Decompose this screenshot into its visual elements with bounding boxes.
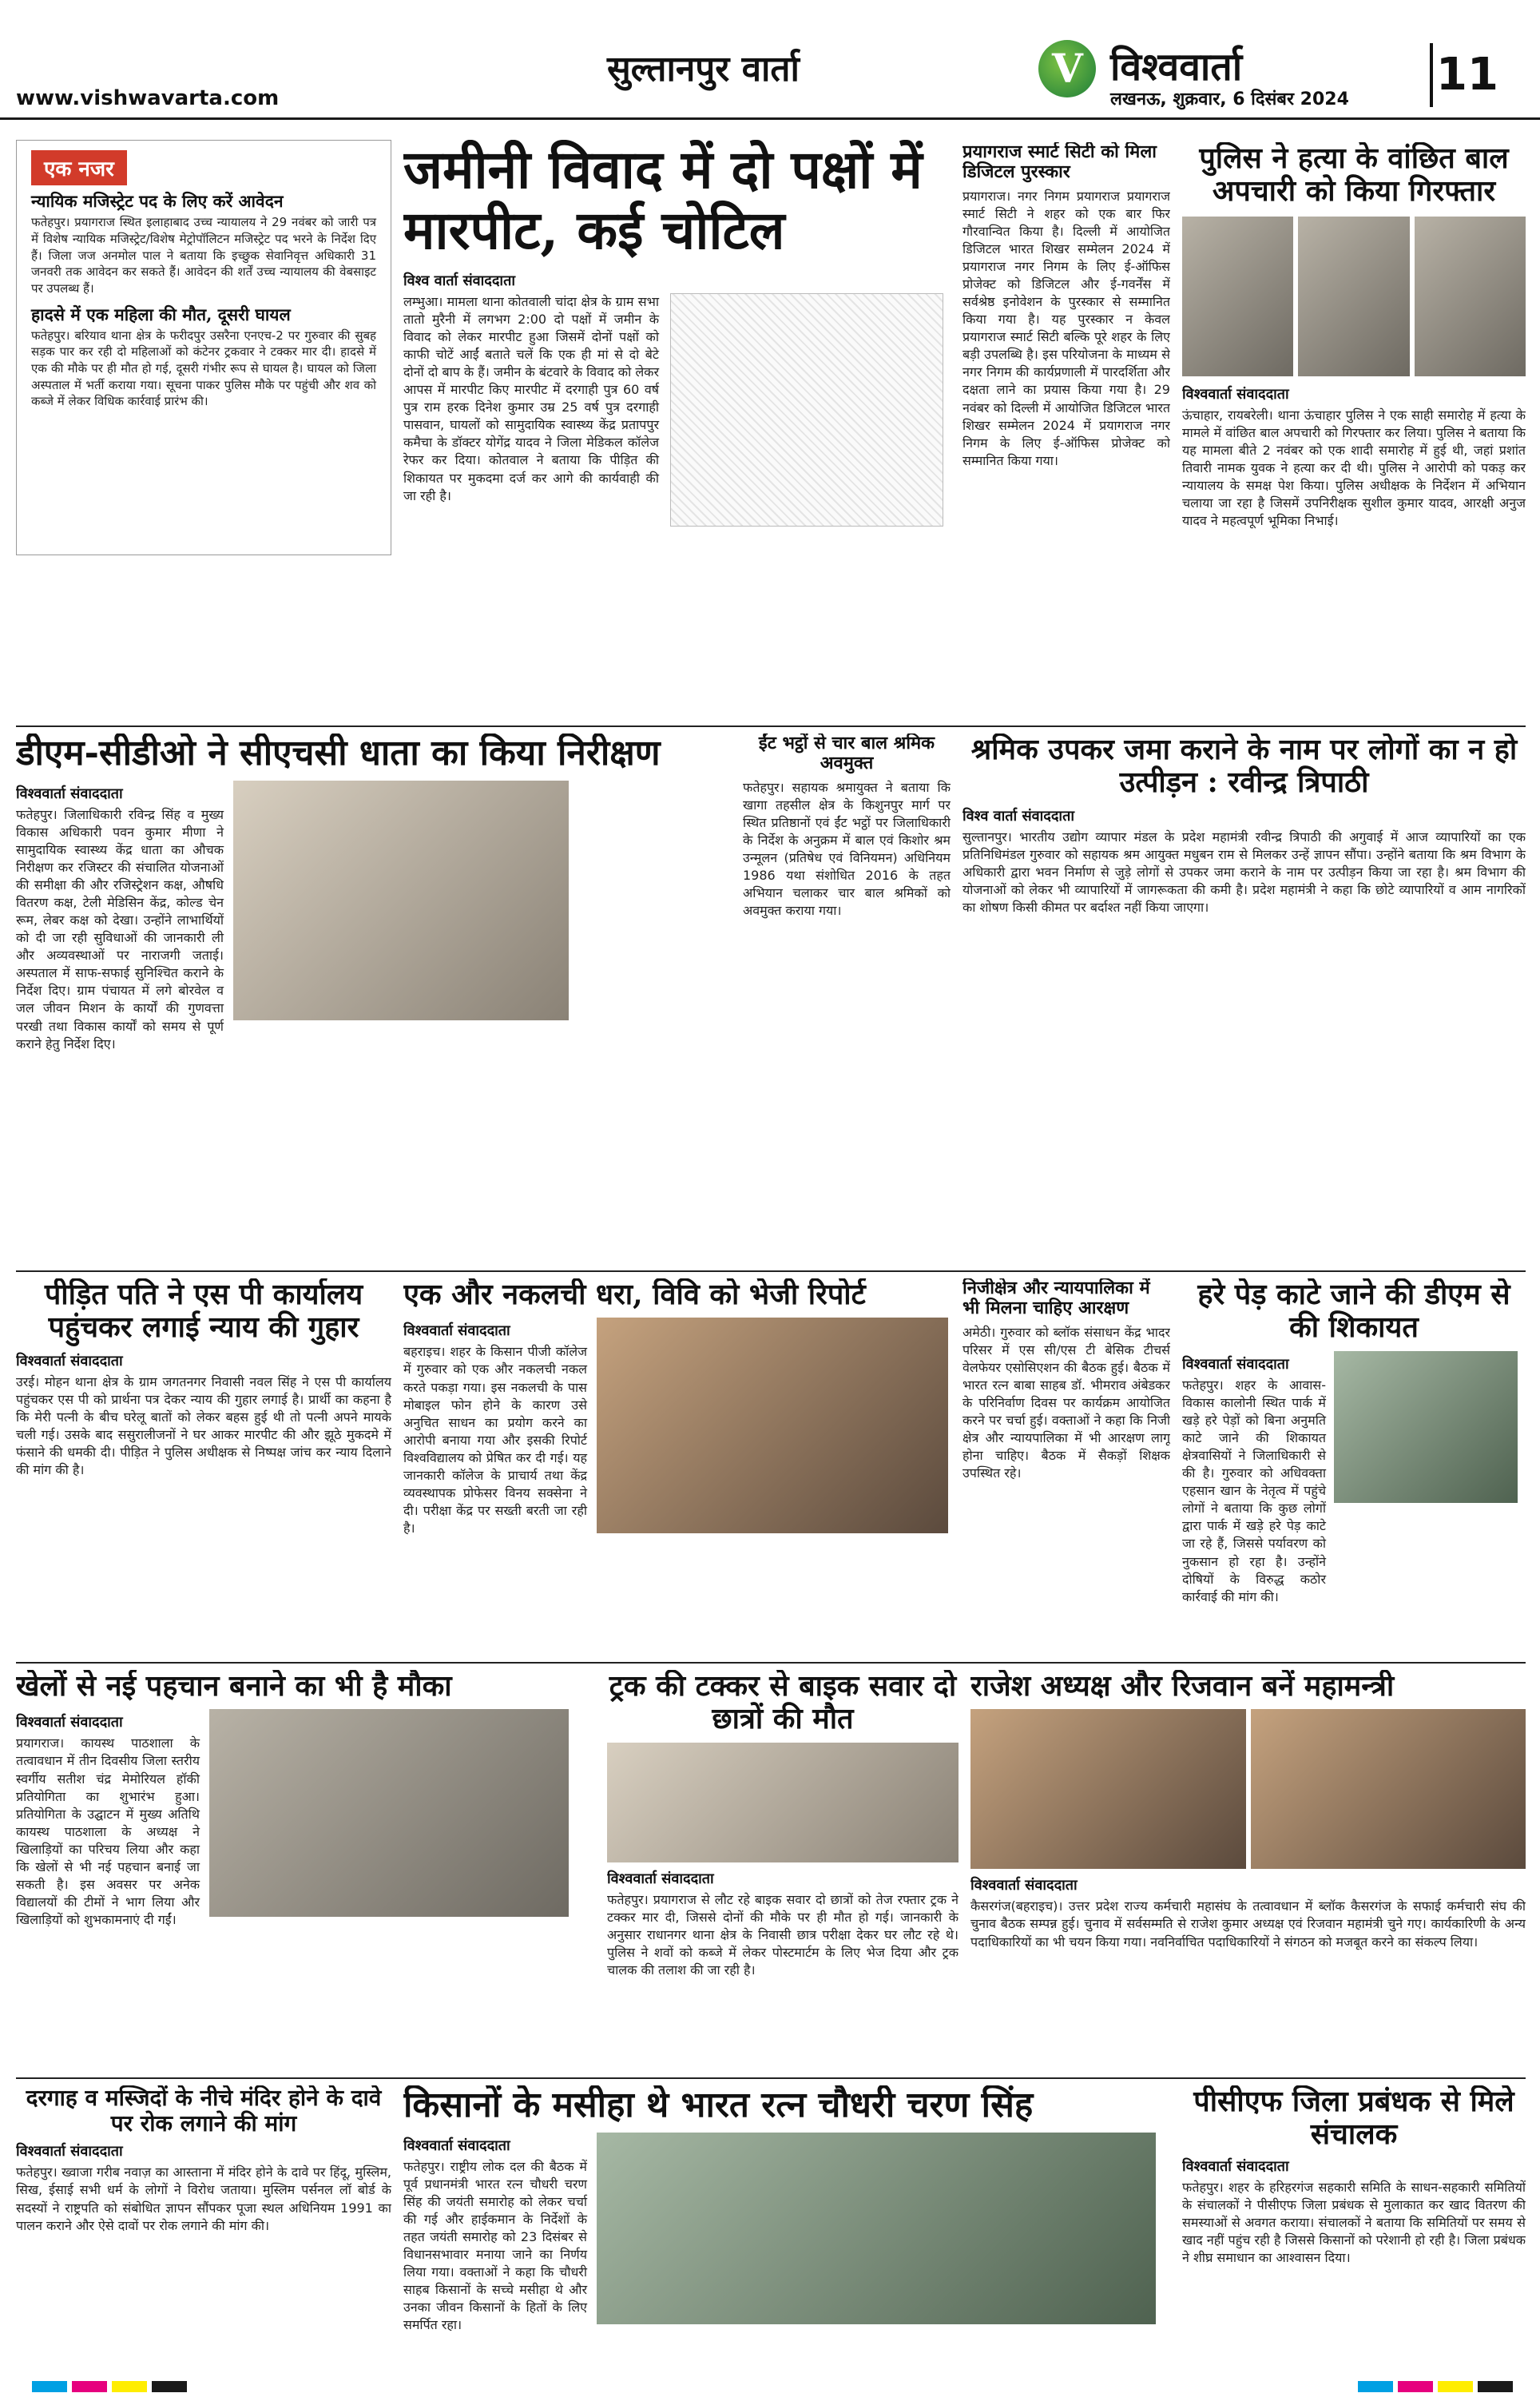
- truck-headline: ट्रक की टक्कर से बाइक सवार दो छात्रों की मौत: [609, 1670, 957, 1736]
- brief-headline-2: हादसे में एक महिला की मौत, दूसरी घायल: [31, 304, 291, 324]
- labour-cess-article: [963, 733, 1526, 1261]
- page-number: 11: [1430, 43, 1502, 107]
- smart-city-body: प्रयागराज। नगर निगम प्रयागराज प्रयागराज स्मार्ट सिटी ने शहर को एक बार फिर गौरवान्वित किया है। दिल्ली में आयोजित डिजिटल भारत शिखर सम्मेलन 2024 में प्रयागराज नगर निगम के लिए ई-ऑफिस प्रोजेक्ट को डिजिटल और ई-गवर्नेंस में सर्वश्रेष्ठ इनोवेशन के पुरस्कार से सम्मानित किया गया है। यह पुरस्कार न केवल प्रयागराज स्मार्ट सिटी बल्कि पूरे शहर के लिए बड़ी उपलब्धि है। इस परियोजना के माध्यम से नगर निगम की कार्यप्रणाली में पारदर्शिता और दक्षता लाने का प्रयास किया गया है। 29 नवंबर को दिल्ली में आयोजित डिजिटल भारत शिखर सम्मेलन 2024 में प्रयागराज नगर निगम के लिए ई-ऑफिस प्रोजेक्ट को सम्मानित किया गया।: [963, 188, 1170, 468]
- dargah-body: फतेहपुर। ख्वाजा गरीब नवाज़ का आस्ताना में मंदिर होने के दावे पर हिंदू, मुस्लिम, सिख, ईसाई सभी धर्म के लोगों ने विरोध जताया। मुस्लिम पर्सनल लॉ बोर्ड के सदस्यों ने राष्ट्रपति को संबोधित ज्ञापन सौंपकर पूजा स्थल अधिनियम 1991 का पालन कराने और ऐसे दावों पर रोक लगाने की मांग की।: [16, 2164, 391, 2233]
- cheating-photo: [597, 1318, 948, 1533]
- sports-byline: विश्ववार्ता संवाददाता: [16, 1714, 123, 1731]
- chaudhary-headline: किसानों के मसीहा थे भारत रत्न चौधरी चरण सिंह: [403, 2085, 1034, 2125]
- dm-cdo-article: [16, 733, 727, 1261]
- pcf-byline: विश्ववार्ता संवाददाता: [1182, 2157, 1289, 2175]
- pcf-body: फतेहपुर। शहर के हरिहरगंज सहकारी समिति के साधन-सहकारी समितियों के संचालकों ने पीसीएफ जिला प्रबंधक से मुलाकात कर खाद वितरण की समस्याओं से अवगत कराया। संचालकों ने बताया कि समितियों पर समय से खाद नहीं पहुंच रही है जिससे किसानों को परेशानी हो रही है। जिला प्रबंधक ने शीघ्र समाधान का आश्वासन दिया।: [1182, 2179, 1526, 2266]
- trees-body: फतेहपुर। शहर के आवास-विकास कालोनी स्थित पार्क में खड़े हरे पेड़ों को बिना अनुमति काटे जाने की शिकायत क्षेत्रवासियों ने जिलाधिकारी से की है। गुरुवार को अधिवक्ता एहसान खान के नेतृत्व में पहुंचे लोगों ने बताया कि कुछ लोगों द्वारा पार्क में खड़े हरे पेड़ काटे जा रहे हैं, जिससे पर्यावरण को नुकसान हो रहा है। उन्होंने दोषियों के विरुद्ध कठोर कार्रवाई की मांग की।: [1182, 1377, 1326, 1604]
- sports-body: प्रयागराज। कायस्थ पाठशाला के तत्वावधान में तीन दिवसीय जिला स्तरीय स्वर्गीय सतीश चंद्र मेमोरियल हॉकी प्रतियोगिता का शुभारंभ हुआ। प्रतियोगिता के उद्घाटन में मुख्य अतिथि कायस्थ पाठशाला के अध्यक्ष ने खिलाड़ियों का परिचय लिया और कहा कि खेलों से भी नई पहचान बनाई जा सकती है। इस अवसर पर अनेक विद्यालयों की टीमों ने भाग लिया और खिलाड़ियों को शुभकामनाएं दी गईं।: [16, 1735, 200, 1928]
- reg-magenta: [72, 2381, 107, 2392]
- election-article: [970, 1670, 1526, 2069]
- truck-byline: विश्ववार्ता संवाददाता: [607, 1870, 714, 1887]
- dargah-article: [16, 2085, 391, 2365]
- trees-headline: हरे पेड़ काटे जाने की डीएम से की शिकायत: [1197, 1278, 1510, 1345]
- police-article: [1182, 142, 1526, 718]
- reg-magenta-2: [1398, 2381, 1433, 2392]
- chaudhary-photo: [597, 2133, 1156, 2324]
- truck-photo: [607, 1743, 959, 1862]
- election-headline: राजेश अध्यक्ष और रिजवान बनें महामन्त्री: [970, 1670, 1395, 1703]
- reg-cyan: [32, 2381, 67, 2392]
- dm-cdo-byline: विश्ववार्ता संवाददाता: [16, 785, 123, 802]
- ek-nazar-box: [16, 140, 391, 555]
- election-photo-1: [970, 1709, 1246, 1869]
- sp-office-byline: विश्ववार्ता संवाददाता: [16, 1352, 123, 1369]
- trees-byline: विश्ववार्ता संवाददाता: [1182, 1355, 1289, 1373]
- lead-byline: विश्व वार्ता संवाददाता: [403, 272, 515, 289]
- truck-accident-article: [607, 1670, 959, 2069]
- dargah-byline: विश्ववार्ता संवाददाता: [16, 2143, 123, 2161]
- police-photo-2: [1298, 217, 1409, 376]
- sp-office-headline: पीड़ित पति ने एस पी कार्यालय पहुंचकर लगाई न्याय की गुहार: [44, 1278, 363, 1345]
- masthead: [0, 0, 1540, 120]
- sports-headline: खेलों से नई पहचान बनाने का भी है मौका: [16, 1670, 452, 1703]
- cheating-headline: एक और नकलची धरा, विवि को भेजी रिपोर्ट: [403, 1278, 866, 1311]
- trees-article: [1182, 1278, 1526, 1654]
- pcf-headline: पीसीएफ जिला प्रबंधक से मिले संचालक: [1193, 2085, 1514, 2152]
- brick-headline: ईंट भट्ठों से चार बाल श्रमिक अवमुक्त: [758, 733, 935, 774]
- smart-city-article: [963, 142, 1170, 718]
- dm-cdo-body: फतेहपुर। जिलाधिकारी रविन्द्र सिंह व मुख्य विकास अधिकारी पवन कुमार मीणा ने सामुदायिक स्वास्थ्य केंद्र धाता का औचक निरीक्षण कर रजिस्टर की संचालित योजनाओं की समीक्षा की और रजिस्ट्रेशन कक्ष, औषधि वितरण कक्ष, टेली मेडिसिन केंद्र, कोल्ड चेन रूम, लेबर कक्ष को देखा। उन्होंने लाभार्थियों को दी जा रही सुविधाओं की जानकारी ली और अव्यवस्थाओं पर नाराजगी जताई। अस्पताल में साफ-सफाई सुनिश्चित कराने के निर्देश दिए। ग्राम पंचायत में लगे बोरवेल व जल जीवन मिशन के कार्यों की गुणवत्ता परखी तथा विकास कार्यों को समय से पूर्ण कराने हेतु निर्देश दिए।: [16, 806, 224, 1051]
- pcf-article: [1182, 2085, 1526, 2365]
- dm-cdo-headline: डीएम-सीडीओ ने सीएचसी धाता का किया निरीक्षण: [16, 733, 661, 773]
- police-byline: विश्ववार्ता संवाददाता: [1182, 385, 1289, 403]
- truck-body: फतेहपुर। प्रयागराज से लौट रहे बाइक सवार दो छात्रों को तेज रफ्तार ट्रक ने टक्कर मार दी, जिससे दोनों की मौके पर ही मौत हो गई। जानकारी के अनुसार राधानगर थाना क्षेत्र के निवासी छात्र परीक्षा देकर घर लौट रहे थे। पुलिस ने शवों को कब्जे में लेकर पोस्टमार्टम के लिए भेज दिया और ट्रक चालक की तलाश की जा रही है।: [607, 1891, 959, 1978]
- row-divider-3: [16, 1662, 1526, 1664]
- police-photo-1: [1182, 217, 1293, 376]
- election-body: कैसरगंज(बहराइच)। उत्तर प्रदेश राज्य कर्मचारी महासंघ के तत्वावधान में ब्लॉक कैसरगंज के सफाई कर्मचारी संघ की चुनाव बैठक सम्पन्न हुई। चुनाव में सर्वसम्मति से राजेश कुमार अध्यक्ष एवं रिजवान महामंत्री चुने गए। कार्यकारिणी के अन्य पदाधिकारियों का भी चयन किया गया। नवनिर्वाचित पदाधिकारियों ने संगठन को मजबूत करने का संकल्प लिया।: [970, 1898, 1526, 1950]
- logo-letter: V: [1052, 45, 1083, 92]
- reservation-headline: निजीक्षेत्र और न्यायपालिका में भी मिलना चाहिए आरक्षण: [963, 1278, 1150, 1319]
- dateline: लखनऊ, शुक्रवार, 6 दिसंबर 2024: [1110, 89, 1349, 109]
- site-url[interactable]: www.vishwavarta.com: [16, 86, 280, 110]
- chaudhary-byline: विश्ववार्ता संवाददाता: [403, 2137, 510, 2154]
- reg-black: [152, 2381, 187, 2392]
- brick-kiln-article: [743, 733, 951, 1261]
- sp-office-body: उरई। मोहन थाना क्षेत्र के ग्राम जगतनगर निवासी नवल सिंह ने एस पी कार्यालय पहुंचकर एस पी को प्रार्थना पत्र देकर न्याय की गुहार लगाई है। प्रार्थी का कहना है कि मेरी पत्नी के बीच घरेलू बातों को लेकर बहस हुई थी तो पत्नी अपने मायके चली गई। उसके बाद ससुरालीजनों ने घर आकर मारपीट की और झूठे मुकदमे में फंसाने की धमकी दी। पीड़ित ने पुलिस अधीक्षक से निष्पक्ष जांच कर न्याय दिलाने की मांग की है।: [16, 1373, 391, 1478]
- brief-headline-1: न्यायिक मजिस्ट्रेट पद के लिए करें आवेदन: [31, 191, 284, 211]
- reservation-article: [963, 1278, 1170, 1654]
- reg-cyan-2: [1358, 2381, 1393, 2392]
- dargah-headline: दरगाह व मस्जिदों के नीचे मंदिर होने के दावे पर रोक लगाने की मांग: [26, 2085, 382, 2137]
- police-headline: पुलिस ने हत्या के वांछित बाल अपचारी को किया गिरफ्तार: [1199, 142, 1509, 209]
- brief-body-2: फतेहपुर। बरियाव थाना क्षेत्र के फरीदपुर उसरैना एनएच-2 पर गुरुवार की सुबह सड़क पार कर रही दो महिलाओं को कंटेनर ट्रकवार ने टक्कर मार दी। हादसे में एक की मौके पर ही मौत हो गई, दूसरी गंभीर रूप से घायल है। घायल को जिला अस्पताल में भर्ती कराया गया। सूचना पाकर पुलिस मौके पर पहुंची और शव को कब्जे में लेकर विधिक कार्रवाई प्रारंभ की।: [31, 328, 376, 409]
- reservation-body: अमेठी। गुरुवार को ब्लॉक संसाधन केंद्र भादर परिसर में एस सी/एस टी बेसिक टीचर्स वेलफेयर एसोसिएशन की बैठक हुई। बैठक में भारत रत्न बाबा साहब डॉ. भीमराव अंबेडकर के परिनिर्वाण दिवस पर कार्यक्रम आयोजित करने पर चर्चा हुई। वक्ताओं ने कहा कि निजी क्षेत्र और न्यायपालिका में भी आरक्षण लागू होना चाहिए। बैठक में सैकड़ों शिक्षक उपस्थित रहे।: [963, 1324, 1170, 1481]
- dm-cdo-photo: [233, 781, 569, 1020]
- brand-name: विश्ववार्ता: [1110, 45, 1243, 89]
- smart-city-headline: प्रयागराज स्मार्ट सिटी को मिला डिजिटल पुरस्कार: [963, 142, 1157, 183]
- cheating-byline: विश्ववार्ता संवाददाता: [403, 1322, 510, 1340]
- section-title: सुल्तानपुर वार्ता: [607, 49, 800, 89]
- trees-photo: [1334, 1351, 1518, 1503]
- reg-black-2: [1478, 2381, 1513, 2392]
- labour-headline: श्रमिक उपकर जमा कराने के नाम पर लोगों का न हो उत्पीड़न : रवीन्द्र त्रिपाठी: [970, 733, 1518, 800]
- lead-headline: जमीनी विवाद में दो पक्षों में मारपीट, कई चोटिल: [403, 140, 923, 261]
- row-divider-4: [16, 2077, 1526, 2079]
- reg-yellow: [112, 2381, 147, 2392]
- police-body: ऊंचाहार, रायबरेली। थाना ऊंचाहार पुलिस ने एक साही समारोह में हत्या के मामले में वांछित बाल अपचारी को गिरफ्तार कर लिया। पुलिस ने बताया कि यह मामला बीते 2 नवंबर को एक शादी समारोह में हुई थी, जहां प्रशांत तिवारी नामक युवक ने हत्या कर दी थी। पुलिस ने आरोपी को पकड़ कर न्यायालय के समक्ष पेश किया। पुलिस अधीक्षक के निर्देशन में अभियान चलाया जा रहा है जिसमें उपनिरीक्षक सुशील कुमार यादव, आरक्षी अनुज यादव ने महत्वपूर्ण भूमिका निभाई।: [1182, 407, 1526, 529]
- ek-nazar-tag: एक नजर: [31, 150, 127, 185]
- labour-body: सुल्तानपुर। भारतीय उद्योग व्यापार मंडल के प्रदेश महामंत्री रवीन्द्र त्रिपाठी की अगुवाई में आज व्यापारियों का एक प्रतिनिधिमंडल गुरुवार को सहायक श्रम आयुक्त मधुबन राम से मिलकर उन्हें ज्ञापन सौंपा। उन्होंने बताया कि श्रम विभाग के अधिकारी द्वारा भवन निर्माण से जुड़े लोगों से उपकर जमा कराने के नाम पर उत्पीड़न किया जा रहा है। श्रम विभाग की योजनाओं को लेकर भी व्यापारियों में जागरूकता की कमी है। प्रदेश महामंत्री ने कहा कि छोटे व्यापारियों व आम नागरिकों का शोषण किसी कीमत पर बर्दाश्त नहीं किया जाएगा।: [963, 829, 1526, 916]
- registration-strip: [0, 2371, 1540, 2401]
- election-byline: विश्ववार्ता संवाददाता: [970, 1877, 1078, 1894]
- lead-article: [403, 140, 947, 715]
- election-photo-2: [1251, 1709, 1526, 1869]
- lead-illustration: [670, 293, 943, 527]
- brief-body-1: फतेहपुर। प्रयागराज स्थित इलाहाबाद उच्च न्यायालय ने 29 नवंबर को जारी पत्र में विशेष न्यायिक मजिस्ट्रेट/विशेष मेट्रोपॉलिटन मजिस्ट्रेट पद भरने के निर्देश दिए हैं। जिला जज अनमोल पाल ने बताया कि इच्छुक सेवानिवृत्त अधिकारी 31 जनवरी तक आवेदन कर सकते हैं। आवेदन की शर्तें उच्च न्यायालय की वेबसाइट पर उपलब्ध हैं।: [31, 215, 376, 296]
- cheating-body: बहराइच। शहर के किसान पीजी कॉलेज में गुरुवार को एक और नकलची नकल करते पकड़ा गया। इस नकलची के पास मोबाइल फोन होने के कारण उसे अनुचित साधन का प्रयोग करने का आरोपी बनाया गया और इसकी रिपोर्ट विश्वविद्यालय को प्रेषित कर दी गई। यह जानकारी कॉलेज के प्राचार्य तथा केंद्र व्यवस्थापक प्रोफेसर विनय सक्सेना ने दी। परीक्षा केंद्र पर सख्ती बरती जा रही है।: [403, 1344, 587, 1536]
- cheating-article: [403, 1278, 955, 1654]
- sports-photo: [209, 1709, 569, 1917]
- reg-yellow-2: [1438, 2381, 1473, 2392]
- sports-article: [16, 1670, 591, 2069]
- labour-byline: विश्व वार्ता संवाददाता: [963, 807, 1074, 825]
- police-photo-3: [1415, 217, 1526, 376]
- brick-body: फतेहपुर। सहायक श्रमायुक्त ने बताया कि खागा तहसील क्षेत्र के किशुनपुर मार्ग पर स्थित प्रतिष्ठानों एवं ईंट भट्ठों पर जिलाधिकारी के निर्देश के अनुक्रम में बाल एवं किशोर श्रम उन्मूलन (प्रतिषेध एवं विनियमन) अधिनियम 1986 यथा संशोधित 2016 के तहत अभियान चलाकर चार बाल श्रमिकों को अवमुक्त कराया गया।: [743, 779, 951, 919]
- lead-body: लम्भुआ। मामला थाना कोतवाली चांदा क्षेत्र के ग्राम सभा तातो मुरैनी में लगभग 2:00 दो पक्षों में जमीन के विवाद को लेकर मारपीट हुआ जिसमें दोनों पक्षों को काफी चोटें आईं बताते चलें कि एक ही मां से दो बेटे दोनों दो बाप के हैं। जमीन के बंटवारे के विवाद को लेकर आपस में मारपीट किए मारपीट में दरगाही पुत्र 60 वर्ष पुत्र राम हरक दिनेश कुमार उम्र 25 वर्ष पुत्र दरगाही पासवान, घायलों को सामुदायिक स्वास्थ्य केंद्र प्रतापपुर कमैचा के डॉक्टर योगेंद्र यादव ने जिला मेडिकल कॉलेज रेफर कर दिया। कोतवाल ने बताया कि पीड़ित की शिकायत पर मुकदमा दर्ज कर आगे की कार्यवाही की जा रही है।: [403, 293, 659, 503]
- brand-logo: [1038, 40, 1096, 97]
- sp-office-article: [16, 1278, 391, 1654]
- row-divider-1: [16, 725, 1526, 727]
- row-divider-2: [16, 1270, 1526, 1272]
- chaudhary-article: [403, 2085, 1170, 2365]
- chaudhary-body: फतेहपुर। राष्ट्रीय लोक दल की बैठक में पूर्व प्रधानमंत्री भारत रत्न चौधरी चरण सिंह की जयंती समारोह को लेकर चर्चा की गई और हाईकमान के निर्देशों के तहत जयंती समारोह को 23 दिसंबर से विधानसभावार मनाया जाने का निर्णय लिया गया। वक्ताओं ने कहा कि चौधरी साहब किसानों के सच्चे मसीहा थे और उनका जीवन किसानों के हितों के लिए समर्पित रहा।: [403, 2158, 587, 2333]
